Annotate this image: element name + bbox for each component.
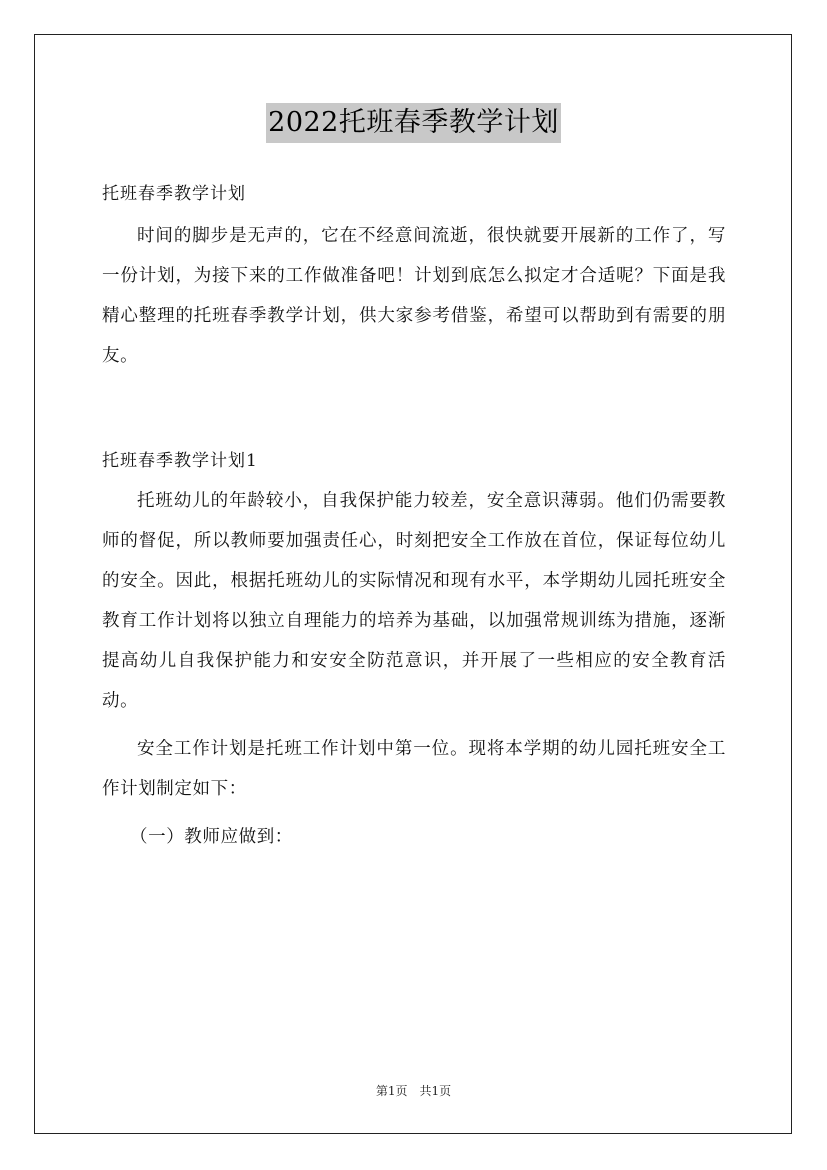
document-body [102,174,726,857]
document-title: 2022托班春季教学计划 [266,103,561,143]
intro-heading: 托班春季教学计划 [102,184,246,204]
section1-paragraph-2: 安全工作计划是托班工作计划中第一位。现将本学期的幼儿园托班安全工作计划制定如下： [102,739,726,799]
title-container [0,103,827,143]
section1-paragraph-1: 托班幼儿的年龄较小，自我保护能力较差，安全意识薄弱。他们仍需要教师的督促，所以教师要加强责任心，时刻把安全工作放在首位，保证每位幼儿的安全。因此，根据托班幼儿的实际情况和现有水平，本学期幼儿园托班安全教育工作计划将以独立自理能力的培养为基础，以加强常规训练为措施，逐渐提高幼儿自我保护能力和安安全防范意识，并开展了一些相应的安全教育活动。 [102,491,726,711]
section1-heading: 托班春季教学计划1 [102,451,258,471]
section1-item-1: （一）教师应做到： [130,827,293,847]
spacer [102,809,726,817]
intro-paragraph: 时间的脚步是无声的，它在不经意间流逝，很快就要开展新的工作了，写一份计划，为接下来的工作做准备吧！计划到底怎么拟定才合适呢？下面是我精心整理的托班春季教学计划，供大家参考借鉴，希望可以帮助到有需要的朋友。 [102,226,726,366]
page-footer: 第1页 共1页 [375,1084,452,1098]
spacer [102,721,726,729]
spacer [102,376,726,441]
